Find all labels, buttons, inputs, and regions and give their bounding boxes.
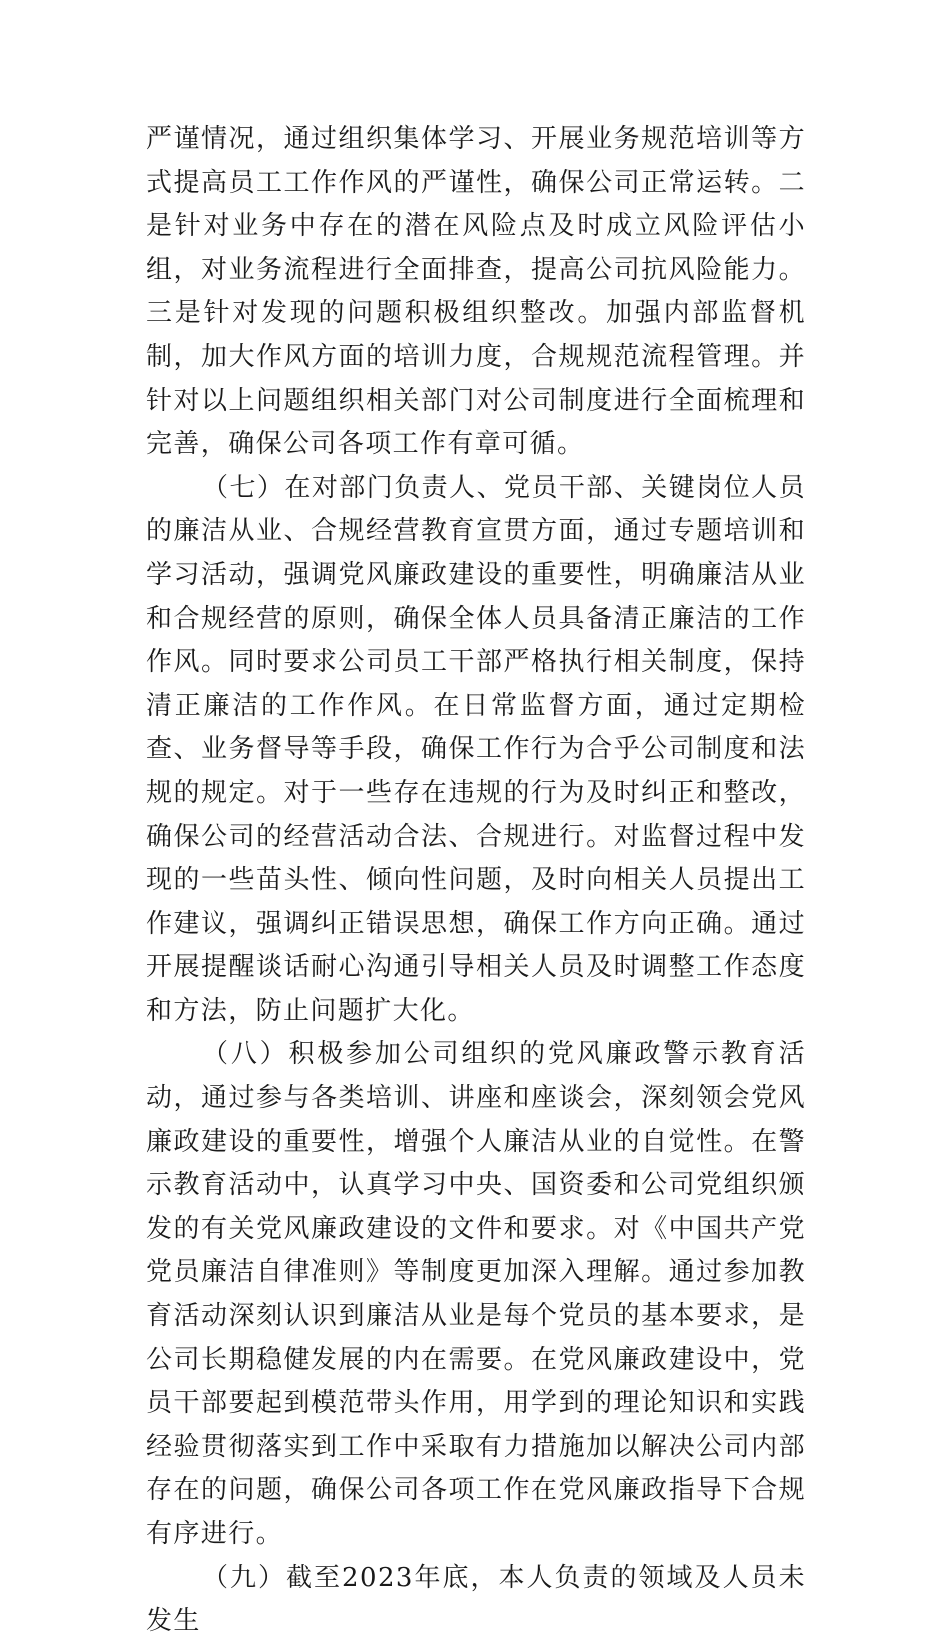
paragraph-section-8: （八）积极参加公司组织的党风廉政警示教育活动，通过参与各类培训、讲座和座谈会，深刻领会党风廉政建设的重要性，增强个人廉洁从业的自觉性。在警示教育活动中，认真学习中央、国资委和公司党组织颁发的有关党风廉政建设的文件和要求。对《中国共产党党员廉洁自律准则》等制度更加深入理解。通过参加教育活动深刻认识到廉洁从业是每个党员的基本要求，是公司长期稳健发展的内在需要。在党风廉政建设中，党员干部要起到模范带头作用，用学到的理论知识和实践经验贯彻落实到工作中采取有力措施加以解决公司内部存在的问题，确保公司各项工作在党风廉政指导下合规有序进行。 bbox=[146, 1039, 806, 1549]
paragraph-continuation: 严谨情况，通过组织集体学习、开展业务规范培训等方式提高员工工作作风的严谨性，确保公司正常运转。二是针对业务中存在的潜在风险点及时成立风险评估小组，对业务流程进行全面排查，提高公司抗风险能力。三是针对发现的问题积极组织整改。加强内部监督机制，加大作风方面的培训力度，合规规范流程管理。并针对以上问题组织相关部门对公司制度进行全面梳理和完善，确保公司各项工作有章可循。 bbox=[146, 124, 806, 460]
document-body bbox=[146, 118, 806, 1644]
paragraph-section-9: （九）截至2023年底，本人负责的领域及人员未发生 bbox=[146, 1562, 806, 1637]
paragraph-section-7: （七）在对部门负责人、党员干部、关键岗位人员的廉洁从业、合规经营教育宣贯方面，通过专题培训和学习活动，强调党风廉政建设的重要性，明确廉洁从业和合规经营的原则，确保全体人员具备清正廉洁的工作作风。同时要求公司员工干部严格执行相关制度，保持清正廉洁的工作作风。在日常监督方面，通过定期检查、业务督导等手段，确保工作行为合乎公司制度和法规的规定。对于一些存在违规的行为及时纠正和整改，确保公司的经营活动合法、合规进行。对监督过程中发现的一些苗头性、倾向性问题，及时向相关人员提出工作建议，强调纠正错误思想，确保工作方向正确。通过开展提醒谈话耐心沟通引导相关人员及时调整工作态度和方法，防止问题扩大化。 bbox=[146, 472, 806, 1026]
